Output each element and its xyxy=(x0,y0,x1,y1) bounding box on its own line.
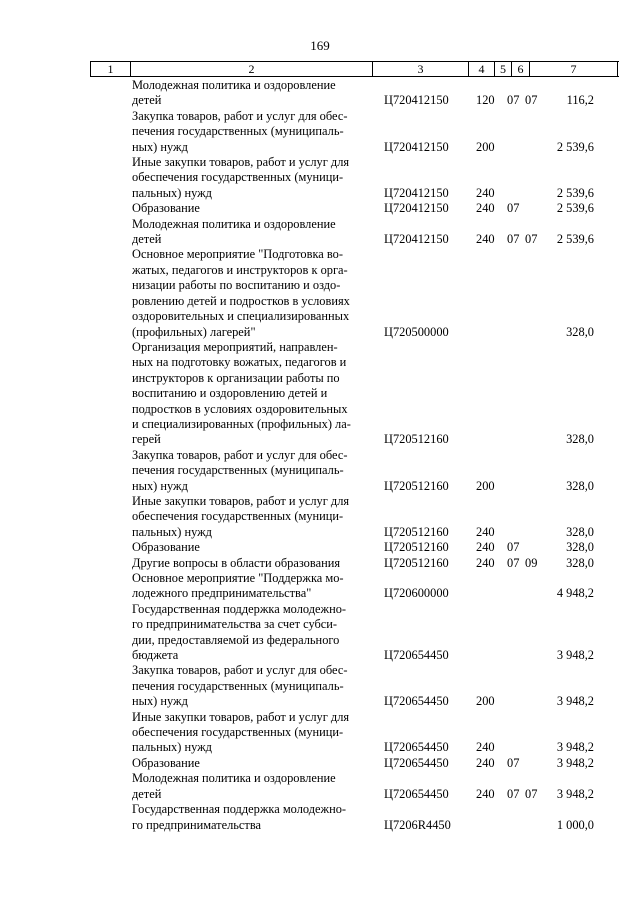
row-description: Государственная поддержка молодежно- го предпринимательства xyxy=(132,802,347,832)
row-description: Молодежная политика и оздоровление детей xyxy=(132,216,336,247)
row-description: Основное мероприятие "Подготовка во- жатых, педагогов и инструкторов к орга- низации работы по воспитанию и оздо- ровлению детей и подростков в условиях оздоровительных и специализированных (профильных) лагерей" xyxy=(132,247,350,339)
row-section: 07 xyxy=(507,540,520,555)
table-row xyxy=(0,802,640,833)
row-amount: 2 539,6 xyxy=(556,201,594,216)
table-row xyxy=(0,340,640,448)
row-target-code: Ц720654450 xyxy=(384,786,449,801)
row-expense-type: 240 xyxy=(476,201,495,216)
row-expense-type: 240 xyxy=(476,786,495,801)
row-target-code: Ц720412150 xyxy=(384,93,449,108)
row-target-code: Ц720512160 xyxy=(384,524,449,539)
row-expense-type: 240 xyxy=(476,755,495,770)
row-target-code: Ц720654450 xyxy=(384,648,449,663)
row-expense-type: 240 xyxy=(476,555,495,570)
header-col-4: 4 xyxy=(469,62,495,76)
table-row xyxy=(0,571,640,602)
table-row xyxy=(0,494,640,540)
row-description: Закупка товаров, работ и услуг для обес- печения государственных (муниципаль- ных) нужд xyxy=(132,663,348,709)
table-row xyxy=(0,540,640,555)
row-target-code: Ц720654450 xyxy=(384,740,449,755)
row-expense-type: 200 xyxy=(476,478,495,493)
row-section: 07 xyxy=(507,786,520,801)
row-expense-type: 240 xyxy=(476,232,495,247)
header-col-3: 3 xyxy=(373,62,469,76)
table-row xyxy=(0,556,640,571)
row-target-code: Ц720600000 xyxy=(384,586,449,601)
row-section: 07 xyxy=(507,93,520,108)
row-expense-type: 240 xyxy=(476,185,495,200)
row-subsection: 07 xyxy=(525,786,538,801)
row-target-code: Ц720654450 xyxy=(384,755,449,770)
budget-table-body xyxy=(0,78,640,833)
row-subsection: 07 xyxy=(525,232,538,247)
row-target-code: Ц720412150 xyxy=(384,201,449,216)
row-target-code: Ц720654450 xyxy=(384,694,449,709)
row-amount: 2 539,6 xyxy=(556,232,594,247)
row-target-code: Ц720412150 xyxy=(384,139,449,154)
row-amount: 328,0 xyxy=(566,524,594,539)
table-row xyxy=(0,109,640,155)
row-amount: 3 948,2 xyxy=(556,648,594,663)
row-description: Молодежная политика и оздоровление детей xyxy=(132,771,336,801)
table-row xyxy=(0,756,640,771)
row-expense-type: 240 xyxy=(476,540,495,555)
row-description: Образование xyxy=(132,540,200,555)
header-col-2: 2 xyxy=(131,62,373,76)
row-description: Образование xyxy=(132,755,200,770)
header-col-7: 7 xyxy=(530,62,618,76)
table-row xyxy=(0,247,640,339)
row-amount: 328,0 xyxy=(566,555,594,570)
row-target-code: Ц720512160 xyxy=(384,478,449,493)
row-amount: 3 948,2 xyxy=(556,694,594,709)
row-target-code: Ц720512160 xyxy=(384,540,449,555)
row-target-code: Ц720500000 xyxy=(384,324,449,339)
row-section: 07 xyxy=(507,201,520,216)
row-subsection: 07 xyxy=(525,93,538,108)
row-subsection: 09 xyxy=(525,555,538,570)
row-target-code: Ц7206R4450 xyxy=(384,817,451,832)
row-description: Организация мероприятий, направлен- ных на подготовку вожатых, педагогов и инструкторов к организации работы по воспитанию и оздоровлению детей и подростков в условиях оздоровительных и специализированных (профильных) ла- герей xyxy=(132,339,351,447)
row-description: Иные закупки товаров, работ и услуг для обеспечения государственных (муници- пальных) нужд xyxy=(132,709,350,755)
row-description: Государственная поддержка молодежно- го предпринимательства за счет субси- дии, предоставляемой из федерального бюджета xyxy=(132,601,347,663)
table-row xyxy=(0,78,640,109)
table-row xyxy=(0,602,640,664)
row-amount: 328,0 xyxy=(566,432,594,447)
row-amount: 1 000,0 xyxy=(556,817,594,832)
row-amount: 3 948,2 xyxy=(556,755,594,770)
row-expense-type: 200 xyxy=(476,139,495,154)
row-description: Основное мероприятие "Поддержка мо- лодежного предпринимательства" xyxy=(132,571,344,601)
table-row xyxy=(0,217,640,248)
row-section: 07 xyxy=(507,232,520,247)
header-col-1: 1 xyxy=(91,62,131,76)
table-header xyxy=(90,61,619,77)
row-expense-type: 240 xyxy=(476,524,495,539)
row-amount: 328,0 xyxy=(566,478,594,493)
table-row xyxy=(0,201,640,216)
table-row xyxy=(0,710,640,756)
row-amount: 2 539,6 xyxy=(556,185,594,200)
row-section: 07 xyxy=(507,755,520,770)
table-row xyxy=(0,155,640,201)
row-description: Другие вопросы в области образования xyxy=(132,555,341,570)
row-description: Иные закупки товаров, работ и услуг для обеспечения государственных (муници- пальных) нужд xyxy=(132,493,350,539)
row-expense-type: 240 xyxy=(476,740,495,755)
row-description: Образование xyxy=(132,201,200,216)
header-col-5: 5 xyxy=(495,62,512,76)
table-row xyxy=(0,771,640,802)
row-amount: 3 948,2 xyxy=(556,786,594,801)
row-amount: 116,2 xyxy=(566,93,594,108)
row-amount: 2 539,6 xyxy=(556,139,594,154)
row-expense-type: 120 xyxy=(476,93,495,108)
row-target-code: Ц720412150 xyxy=(384,185,449,200)
row-amount: 328,0 xyxy=(566,540,594,555)
row-expense-type: 200 xyxy=(476,694,495,709)
row-amount: 328,0 xyxy=(566,324,594,339)
row-description: Закупка товаров, работ и услуг для обес- печения государственных (муниципаль- ных) нужд xyxy=(132,447,348,493)
row-amount: 3 948,2 xyxy=(556,740,594,755)
table-row xyxy=(0,663,640,709)
table-row xyxy=(0,448,640,494)
row-target-code: Ц720512160 xyxy=(384,432,449,447)
row-description: Иные закупки товаров, работ и услуг для обеспечения государственных (муници- пальных) нужд xyxy=(132,155,350,200)
row-amount: 4 948,2 xyxy=(556,586,594,601)
header-col-6: 6 xyxy=(512,62,530,76)
row-target-code: Ц720412150 xyxy=(384,232,449,247)
row-target-code: Ц720512160 xyxy=(384,555,449,570)
page-number: 169 xyxy=(310,38,330,53)
row-description: Закупка товаров, работ и услуг для обес- печения государственных (муниципаль- ных) нужд xyxy=(132,108,348,154)
row-description: Молодежная политика и оздоровление детей xyxy=(132,78,336,108)
row-section: 07 xyxy=(507,555,520,570)
